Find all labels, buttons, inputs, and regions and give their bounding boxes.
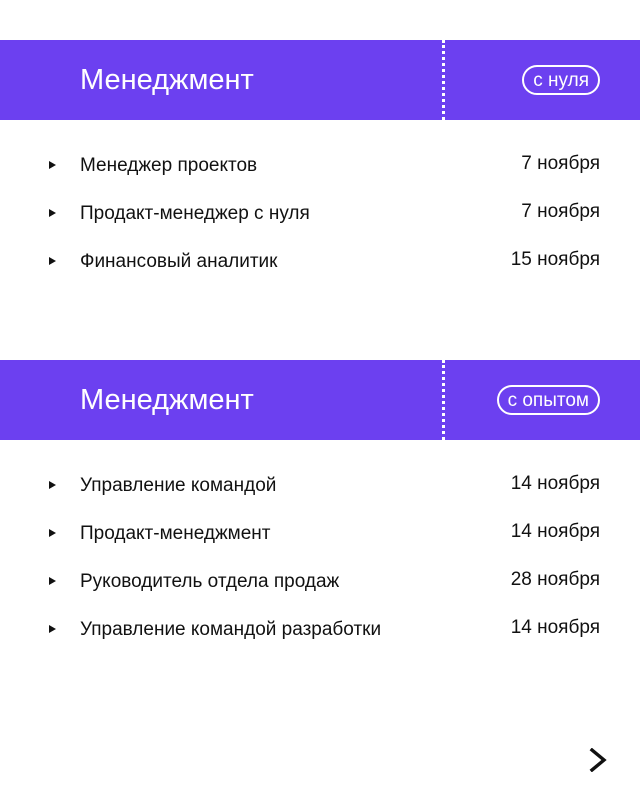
course-date: 14 ноября [510, 617, 600, 638]
course-item[interactable] [0, 614, 640, 662]
course-name: Продакт-менеджер с нуля [80, 203, 310, 224]
triangle-bullet-icon [49, 529, 56, 537]
course-name: Менеджер проектов [80, 155, 258, 176]
course-date: 14 ноября [510, 473, 600, 494]
triangle-bullet-icon [49, 625, 56, 633]
course-name: Управление командой разработки [80, 619, 382, 640]
dotted-divider [442, 360, 445, 440]
course-name: Руководитель отдела продаж [80, 571, 340, 592]
course-list [0, 470, 640, 662]
triangle-bullet-icon [49, 161, 56, 169]
triangle-bullet-icon [49, 209, 56, 217]
course-item[interactable] [0, 198, 640, 246]
triangle-bullet-icon [49, 257, 56, 265]
course-name: Финансовый аналитик [80, 251, 278, 272]
course-date: 7 ноября [521, 153, 600, 174]
course-date: 15 ноября [510, 249, 600, 270]
course-name: Продакт-менеджмент [80, 523, 271, 544]
course-item[interactable] [0, 518, 640, 566]
course-name: Управление командой [80, 475, 277, 496]
course-item[interactable] [0, 470, 640, 518]
level-badge: с нуля [522, 65, 600, 95]
course-date: 7 ноября [521, 201, 600, 222]
course-item[interactable] [0, 566, 640, 614]
course-date: 28 ноября [510, 569, 600, 590]
section-header-experienced [0, 360, 640, 440]
section-title: Менеджмент [80, 64, 254, 96]
triangle-bullet-icon [49, 577, 56, 585]
course-item[interactable] [0, 246, 640, 294]
section-title: Менеджмент [80, 384, 254, 416]
chevron-right-icon[interactable] [586, 748, 610, 772]
course-list [0, 150, 640, 294]
level-badge: с опытом [497, 385, 600, 415]
section-header-from-scratch [0, 40, 640, 120]
dotted-divider [442, 40, 445, 120]
triangle-bullet-icon [49, 481, 56, 489]
course-item[interactable] [0, 150, 640, 198]
course-date: 14 ноября [510, 521, 600, 542]
